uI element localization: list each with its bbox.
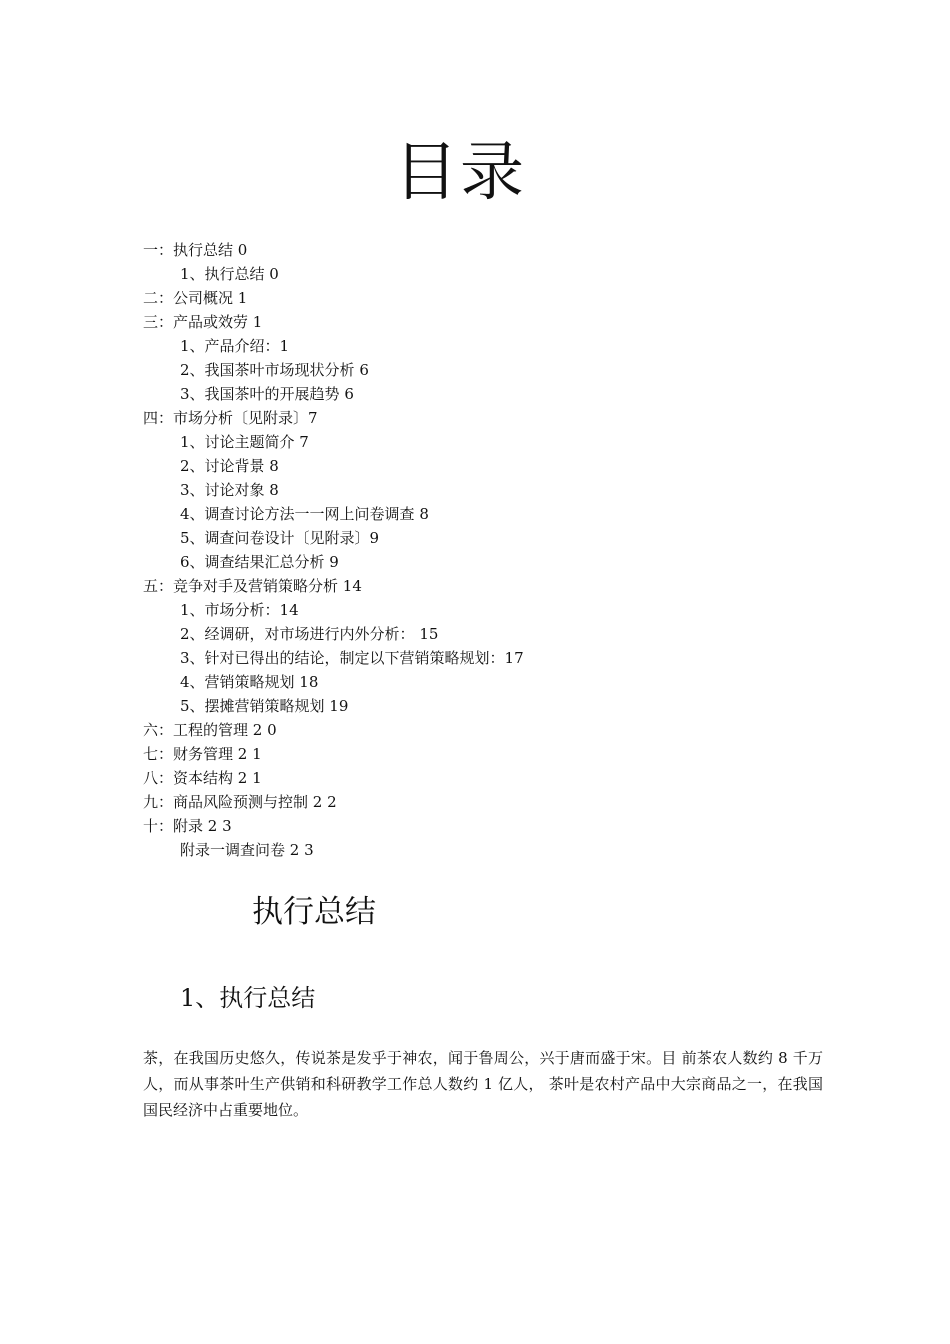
toc-entry[interactable]: 七：财务管理 2 1	[143, 745, 262, 763]
toc-entry[interactable]: 一：执行总结 0	[143, 241, 248, 259]
toc-entry[interactable]: 3、我国茶叶的开展趋势 6	[180, 385, 354, 403]
toc-entry[interactable]: 九：商品风险预测与控制 2 2	[143, 793, 337, 811]
toc-entry[interactable]: 二：公司概况 1	[143, 289, 248, 307]
toc-entry[interactable]: 5、调查问卷设计〔见附录〕9	[180, 529, 380, 547]
toc-entry[interactable]: 4、调查讨论方法一一网上问卷调查 8	[180, 505, 429, 523]
toc-entry[interactable]: 5、摆摊营销策略规划 19	[180, 697, 349, 715]
body-paragraph: 茶，在我国历史悠久，传说茶是发乎于神农，闻于鲁周公，兴于唐而盛于宋。目 前茶农人数约 8 千万人，而从事茶叶生产供销和科研教学工作总人数约 1 亿人， 茶叶是农村产品中大宗商品之一，在我国国民经济中占重要地位。	[143, 1049, 823, 1119]
toc-entry[interactable]: 附录一调查问卷 2 3	[180, 841, 314, 859]
toc-entry[interactable]: 1、产品介绍：1	[180, 337, 290, 355]
toc-entry[interactable]: 2、我国茶叶市场现状分析 6	[180, 361, 369, 379]
toc-entry[interactable]: 1、执行总结 0	[180, 265, 279, 283]
toc-entry[interactable]: 六：工程的管理 2 0	[143, 721, 277, 739]
section-title: 执行总结	[252, 893, 376, 930]
toc-entry[interactable]: 6、调查结果汇总分析 9	[180, 553, 339, 571]
toc-entry[interactable]: 八：资本结构 2 1	[143, 769, 262, 787]
toc-entry[interactable]: 四：市场分析〔见附录〕7	[143, 409, 318, 427]
toc-entry[interactable]: 3、讨论对象 8	[180, 481, 279, 499]
toc-entry[interactable]: 2、经调研，对市场进行内外分析： 15	[180, 625, 439, 643]
table-of-contents	[143, 238, 524, 862]
toc-entry[interactable]: 3、针对已得出的结论，制定以下营销策略规划：17	[180, 649, 524, 667]
toc-entry[interactable]: 十：附录 2 3	[143, 817, 232, 835]
toc-entry[interactable]: 2、讨论背景 8	[180, 457, 279, 475]
toc-entry[interactable]: 1、讨论主题简介 7	[180, 433, 309, 451]
toc-entry[interactable]: 五：竞争对手及营销策略分析 14	[143, 577, 362, 595]
toc-entry[interactable]: 4、营销策略规划 18	[180, 673, 319, 691]
toc-entry[interactable]: 1、市场分析：14	[180, 601, 299, 619]
subsection-title: 1、执行总结	[180, 984, 316, 1012]
toc-title: 目录	[394, 135, 526, 210]
toc-entry[interactable]: 三：产品或效劳 1	[143, 313, 263, 331]
